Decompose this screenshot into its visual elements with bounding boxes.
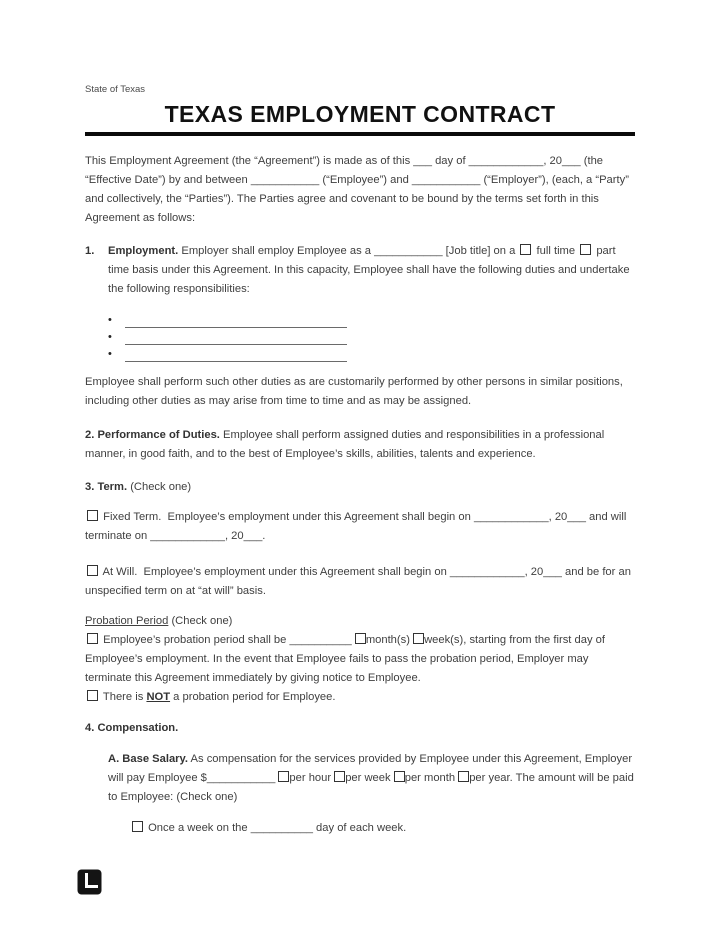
list-item xyxy=(108,328,635,345)
duty-blank-line[interactable] xyxy=(125,348,347,362)
list-item xyxy=(108,345,635,362)
bullet-icon: • xyxy=(108,348,112,360)
not-emphasis: NOT xyxy=(146,691,171,703)
once-a-week-checkbox[interactable] xyxy=(132,821,143,832)
at-will-checkbox[interactable] xyxy=(87,565,98,576)
list-item xyxy=(108,311,635,328)
duty-blank-line[interactable] xyxy=(125,331,347,345)
base-salary-heading: A. Base Salary. xyxy=(108,753,189,765)
no-probation-checkbox[interactable] xyxy=(87,690,98,701)
section-compensation-heading: 4. Compensation. xyxy=(85,722,179,734)
section-performance: 2. Performance of Duties. Employee shall perform assigned duties and responsibilities in a professional manner, in good faith, and to the best of Employee’s skills, abilities, talents and experience. xyxy=(85,429,605,460)
probation-option-2: There is NOT a probation period for Employee. xyxy=(85,688,635,707)
bullet-icon: • xyxy=(108,331,112,343)
intro-paragraph: This Employment Agreement (the “Agreement”) is made as of this ___ day of ____________, 20___ (the “Effective Date”) by and between ___________ (“Employee”) and ___________ (“Employer”), (each, a “Party” and collectively, the “Parties”). The Parties agree and covenant to be bound by the terms set forth in this Agreement as follows: xyxy=(85,155,629,224)
full-time-checkbox[interactable] xyxy=(520,244,531,255)
fixed-term-option: Fixed Term. Employee’s employment under this Agreement shall begin on ____________, 20___ and will terminate on ____________, 20___. xyxy=(85,511,627,542)
per-hour-checkbox[interactable] xyxy=(278,771,289,782)
probation-duration-checkbox[interactable] xyxy=(87,633,98,644)
probation-option-1: Employee’s probation period shall be __________ month(s) week(s), starting from the first day of Employee’s employment. In the event that Employee fails to pass the probation period, Employer may terminate this Agreement immediately by giving notice to Employee. xyxy=(85,634,605,684)
term-heading: 3. Term. xyxy=(85,481,128,493)
page-title: TEXAS EMPLOYMENT CONTRACT xyxy=(164,101,556,127)
bullet-icon: • xyxy=(108,314,112,326)
fixed-term-checkbox[interactable] xyxy=(87,510,98,521)
section-term: 3. Term. (Check one) xyxy=(85,481,192,493)
per-month-checkbox[interactable] xyxy=(394,771,405,782)
other-duties-paragraph: Employee shall perform such other duties as are customarily performed by other persons in similar positions, including other duties as may arise from time to time and as may be assigned. xyxy=(85,376,623,407)
performance-heading: 2. Performance of Duties. xyxy=(85,429,220,441)
probation-weeks-checkbox[interactable] xyxy=(413,633,424,644)
employment-text: Employment. Employer shall employ Employee as a ___________ [Job title] on a full time part time basis under this Agreement. In this capacity, Employee shall have the following duties and undertake the following responsibilities: xyxy=(108,245,630,295)
duty-blank-line[interactable] xyxy=(125,314,347,328)
part-time-checkbox[interactable] xyxy=(580,244,591,255)
section-employment xyxy=(85,242,635,299)
employment-heading: Employment. xyxy=(108,245,179,257)
duties-bullet-list xyxy=(85,311,635,362)
state-label: State of Texas xyxy=(85,84,146,95)
once-a-week-option: Once a week on the __________ day of each week. xyxy=(130,819,635,838)
probation-heading: Probation Period xyxy=(85,615,169,627)
title-divider xyxy=(85,132,635,136)
probation-heading-line: Probation Period (Check one) xyxy=(85,615,233,627)
per-year-checkbox[interactable] xyxy=(458,771,469,782)
at-will-option: At Will. Employee’s employment under this Agreement shall begin on ____________, 20___ and be for an unspecified term on at “at will” basis. xyxy=(85,566,631,597)
section-number: 1. xyxy=(85,245,95,257)
legal-templates-logo xyxy=(77,869,102,895)
probation-months-checkbox[interactable] xyxy=(355,633,366,644)
per-week-checkbox[interactable] xyxy=(334,771,345,782)
base-salary-paragraph: A. Base Salary. As compensation for the services provided by Employee under this Agreement, Employer will pay Employee $___________ per hour per week per month per year. The amount will be paid to Employee: (Check one) xyxy=(108,753,634,803)
legal-templates-logo-icon xyxy=(77,869,102,895)
